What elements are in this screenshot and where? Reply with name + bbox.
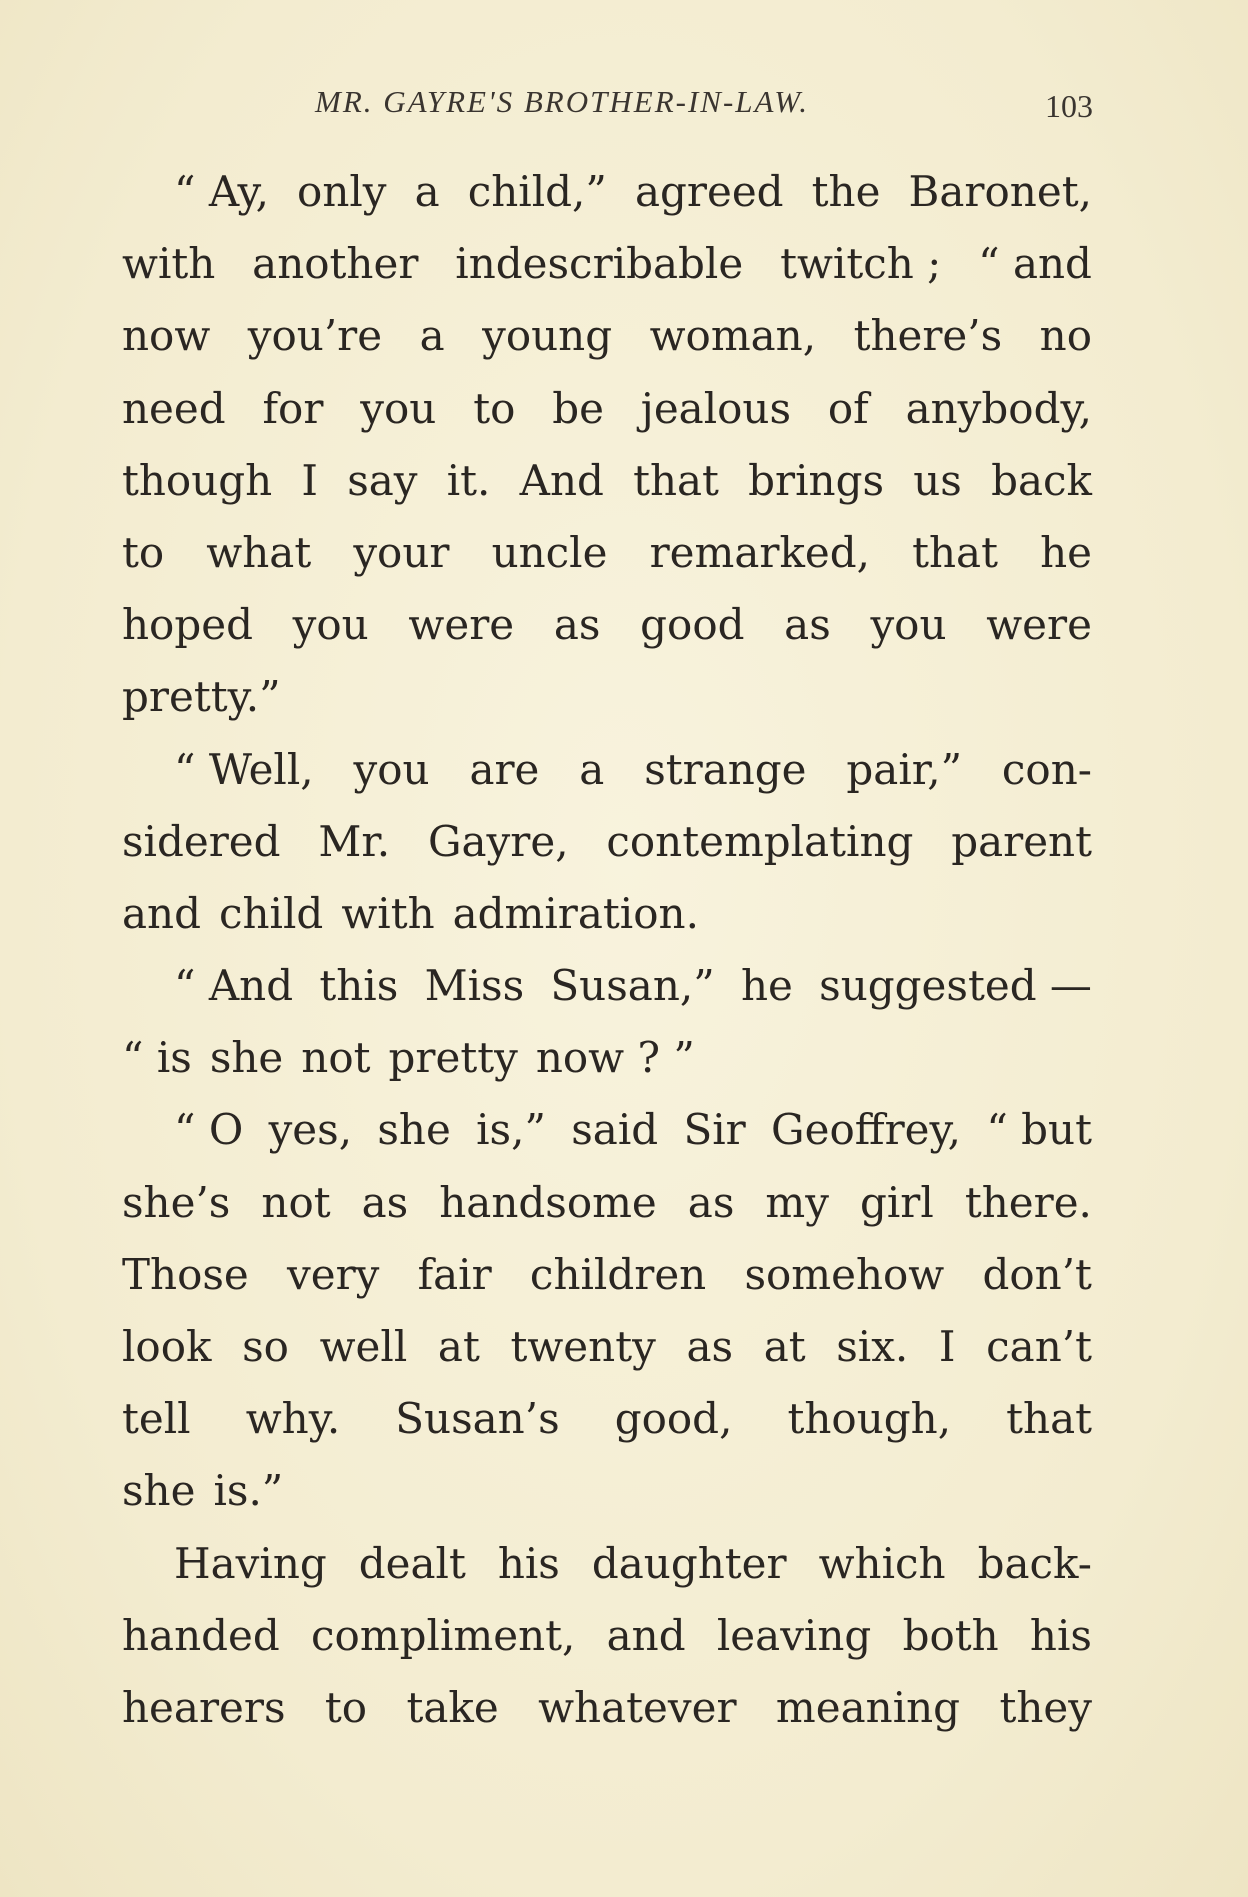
word: his xyxy=(497,1538,560,1588)
word: you xyxy=(360,383,437,433)
word: another xyxy=(252,239,419,289)
word: con- xyxy=(1001,744,1092,794)
word: hearers xyxy=(122,1682,286,1732)
word: are xyxy=(469,744,540,794)
word: look xyxy=(122,1322,212,1371)
word: yes, xyxy=(268,1105,353,1155)
word: as xyxy=(784,600,831,650)
word: she’s xyxy=(122,1177,231,1227)
word: young xyxy=(482,311,613,361)
word: good xyxy=(640,600,745,650)
word: children xyxy=(529,1249,707,1299)
text-line xyxy=(122,1022,1092,1094)
body-text xyxy=(122,156,1092,1744)
word: the xyxy=(811,167,881,216)
word: Gayre, xyxy=(427,816,569,866)
word: very xyxy=(286,1249,380,1299)
text-line xyxy=(122,1672,1092,1744)
word: “ Well, xyxy=(174,744,314,794)
word: contemplating xyxy=(606,816,914,866)
word: said xyxy=(571,1105,659,1155)
word: whatever xyxy=(538,1682,737,1732)
word: say xyxy=(347,455,418,505)
word: not xyxy=(261,1177,331,1227)
text-line xyxy=(122,517,1092,589)
word: anybody, xyxy=(905,383,1092,433)
word: strange xyxy=(644,744,807,794)
word: tell xyxy=(122,1394,191,1444)
word: a xyxy=(414,167,440,216)
word: to xyxy=(473,383,516,433)
word: And xyxy=(519,455,604,505)
word: so xyxy=(242,1322,289,1371)
word: as xyxy=(686,1322,734,1371)
word: that xyxy=(633,455,719,505)
word: is,” xyxy=(476,1105,546,1155)
text-line xyxy=(122,445,1092,517)
word: us xyxy=(913,455,962,505)
word: my xyxy=(765,1177,829,1227)
word: jealous xyxy=(640,383,792,433)
word: parent xyxy=(951,816,1092,866)
word: “ but xyxy=(986,1105,1092,1155)
word: is.” xyxy=(213,1466,284,1516)
word: and xyxy=(606,1610,686,1660)
word: pair,” xyxy=(846,744,963,794)
word: brings xyxy=(748,455,885,505)
word: pretty.” xyxy=(122,672,281,722)
word: “ and xyxy=(978,239,1092,289)
word: hoped xyxy=(122,600,253,650)
word: you xyxy=(870,600,947,650)
word: uncle xyxy=(491,527,608,577)
word: he xyxy=(1040,527,1092,577)
word: his xyxy=(1029,1610,1092,1660)
word: there. xyxy=(964,1177,1092,1227)
word: handsome xyxy=(439,1177,657,1227)
word: agreed xyxy=(634,167,784,216)
word: fair xyxy=(417,1249,492,1299)
word: it. xyxy=(446,455,491,505)
word: leaving xyxy=(716,1610,872,1660)
word: at xyxy=(763,1322,806,1371)
word: child,” xyxy=(467,167,607,216)
text-line xyxy=(122,950,1092,1022)
text-line xyxy=(122,661,1092,733)
word: a xyxy=(579,744,605,794)
word: woman, xyxy=(649,311,817,361)
word: this xyxy=(319,961,399,1011)
word: she xyxy=(122,1466,196,1516)
word: Sir xyxy=(683,1105,746,1155)
text-line xyxy=(122,1094,1092,1166)
word: and xyxy=(122,888,201,938)
word: were xyxy=(986,600,1092,650)
word: why. xyxy=(245,1394,341,1444)
word: that xyxy=(1006,1394,1092,1444)
word: were xyxy=(408,600,515,650)
word: twenty xyxy=(510,1322,656,1371)
text-line xyxy=(122,1311,1092,1383)
word: there’s xyxy=(853,311,1003,361)
word: no xyxy=(1039,311,1092,361)
word: “ O xyxy=(174,1105,244,1155)
word: Those xyxy=(122,1249,249,1299)
word: be xyxy=(552,383,604,433)
word: only xyxy=(297,167,387,216)
word: now xyxy=(122,311,211,361)
word: daughter xyxy=(591,1538,787,1588)
word: with xyxy=(341,888,435,938)
word: Geoffrey, xyxy=(771,1105,962,1155)
word: at xyxy=(437,1322,480,1371)
text-line xyxy=(122,589,1092,661)
word: as xyxy=(553,600,601,650)
word: handed xyxy=(122,1610,280,1660)
word: she xyxy=(377,1105,451,1155)
word: a xyxy=(419,311,445,361)
word: Having xyxy=(174,1538,327,1588)
word: both xyxy=(902,1610,999,1660)
text-line xyxy=(122,1383,1092,1455)
word: I xyxy=(301,455,318,505)
word: that xyxy=(912,527,998,577)
running-title: MR. GAYRE'S BROTHER-IN-LAW. xyxy=(315,84,810,119)
word: don’t xyxy=(982,1249,1092,1299)
word: what xyxy=(206,527,312,577)
word: Susan,” xyxy=(550,961,715,1011)
word: now ? ” xyxy=(535,1033,695,1083)
word: she xyxy=(209,1033,284,1083)
word: not xyxy=(301,1033,371,1083)
text-line xyxy=(122,734,1092,806)
word: suggested — xyxy=(819,961,1092,1011)
word: you xyxy=(353,744,430,794)
word: you’re xyxy=(247,311,383,361)
page-number: 103 xyxy=(1045,88,1093,124)
word: as xyxy=(687,1177,735,1227)
text-line xyxy=(122,300,1092,372)
word: to xyxy=(122,527,165,577)
word: indescribable xyxy=(455,239,744,289)
word: “ Ay, xyxy=(174,167,269,216)
text-line xyxy=(122,1239,1092,1311)
word: sidered xyxy=(122,816,281,866)
word: for xyxy=(262,383,324,433)
word: well xyxy=(319,1322,408,1371)
word: Susan’s xyxy=(395,1394,560,1444)
page-header xyxy=(0,84,1248,134)
text-line xyxy=(122,1600,1092,1672)
text-line xyxy=(122,156,1092,228)
word: girl xyxy=(859,1177,934,1227)
word: of xyxy=(827,383,869,433)
word: child xyxy=(218,888,324,938)
text-line xyxy=(122,878,1092,950)
word: you xyxy=(292,600,369,650)
word: pretty xyxy=(388,1033,518,1083)
word: though, xyxy=(787,1394,952,1444)
text-line xyxy=(122,1455,1092,1527)
word: good, xyxy=(614,1394,733,1444)
word: somehow xyxy=(744,1249,945,1299)
word: with xyxy=(122,239,216,289)
word: back xyxy=(991,455,1092,505)
word: dealt xyxy=(358,1538,466,1588)
word: your xyxy=(353,527,450,577)
word: meaning xyxy=(775,1682,961,1732)
word: which xyxy=(818,1538,946,1588)
word: admiration. xyxy=(452,888,699,938)
word: “ And xyxy=(174,961,294,1011)
word: as xyxy=(361,1177,409,1227)
word: back- xyxy=(977,1538,1092,1588)
word: Baronet, xyxy=(908,167,1092,216)
text-line xyxy=(122,373,1092,445)
word: twitch ; xyxy=(780,239,942,289)
word: to xyxy=(324,1682,368,1732)
word: though xyxy=(122,455,273,505)
word: Mr. xyxy=(318,816,391,866)
word: “ is xyxy=(122,1033,192,1083)
word: six. xyxy=(836,1322,909,1371)
text-line xyxy=(122,1528,1092,1600)
text-line xyxy=(122,806,1092,878)
word: I xyxy=(938,1322,956,1371)
word: they xyxy=(999,1682,1092,1732)
word: remarked, xyxy=(649,527,871,577)
word: take xyxy=(406,1682,499,1732)
word: he xyxy=(740,961,793,1011)
text-line xyxy=(122,228,1092,300)
word: compliment, xyxy=(311,1610,576,1660)
word: need xyxy=(122,383,226,433)
word: Miss xyxy=(424,961,525,1011)
word: can’t xyxy=(986,1322,1092,1371)
text-line xyxy=(122,1167,1092,1239)
